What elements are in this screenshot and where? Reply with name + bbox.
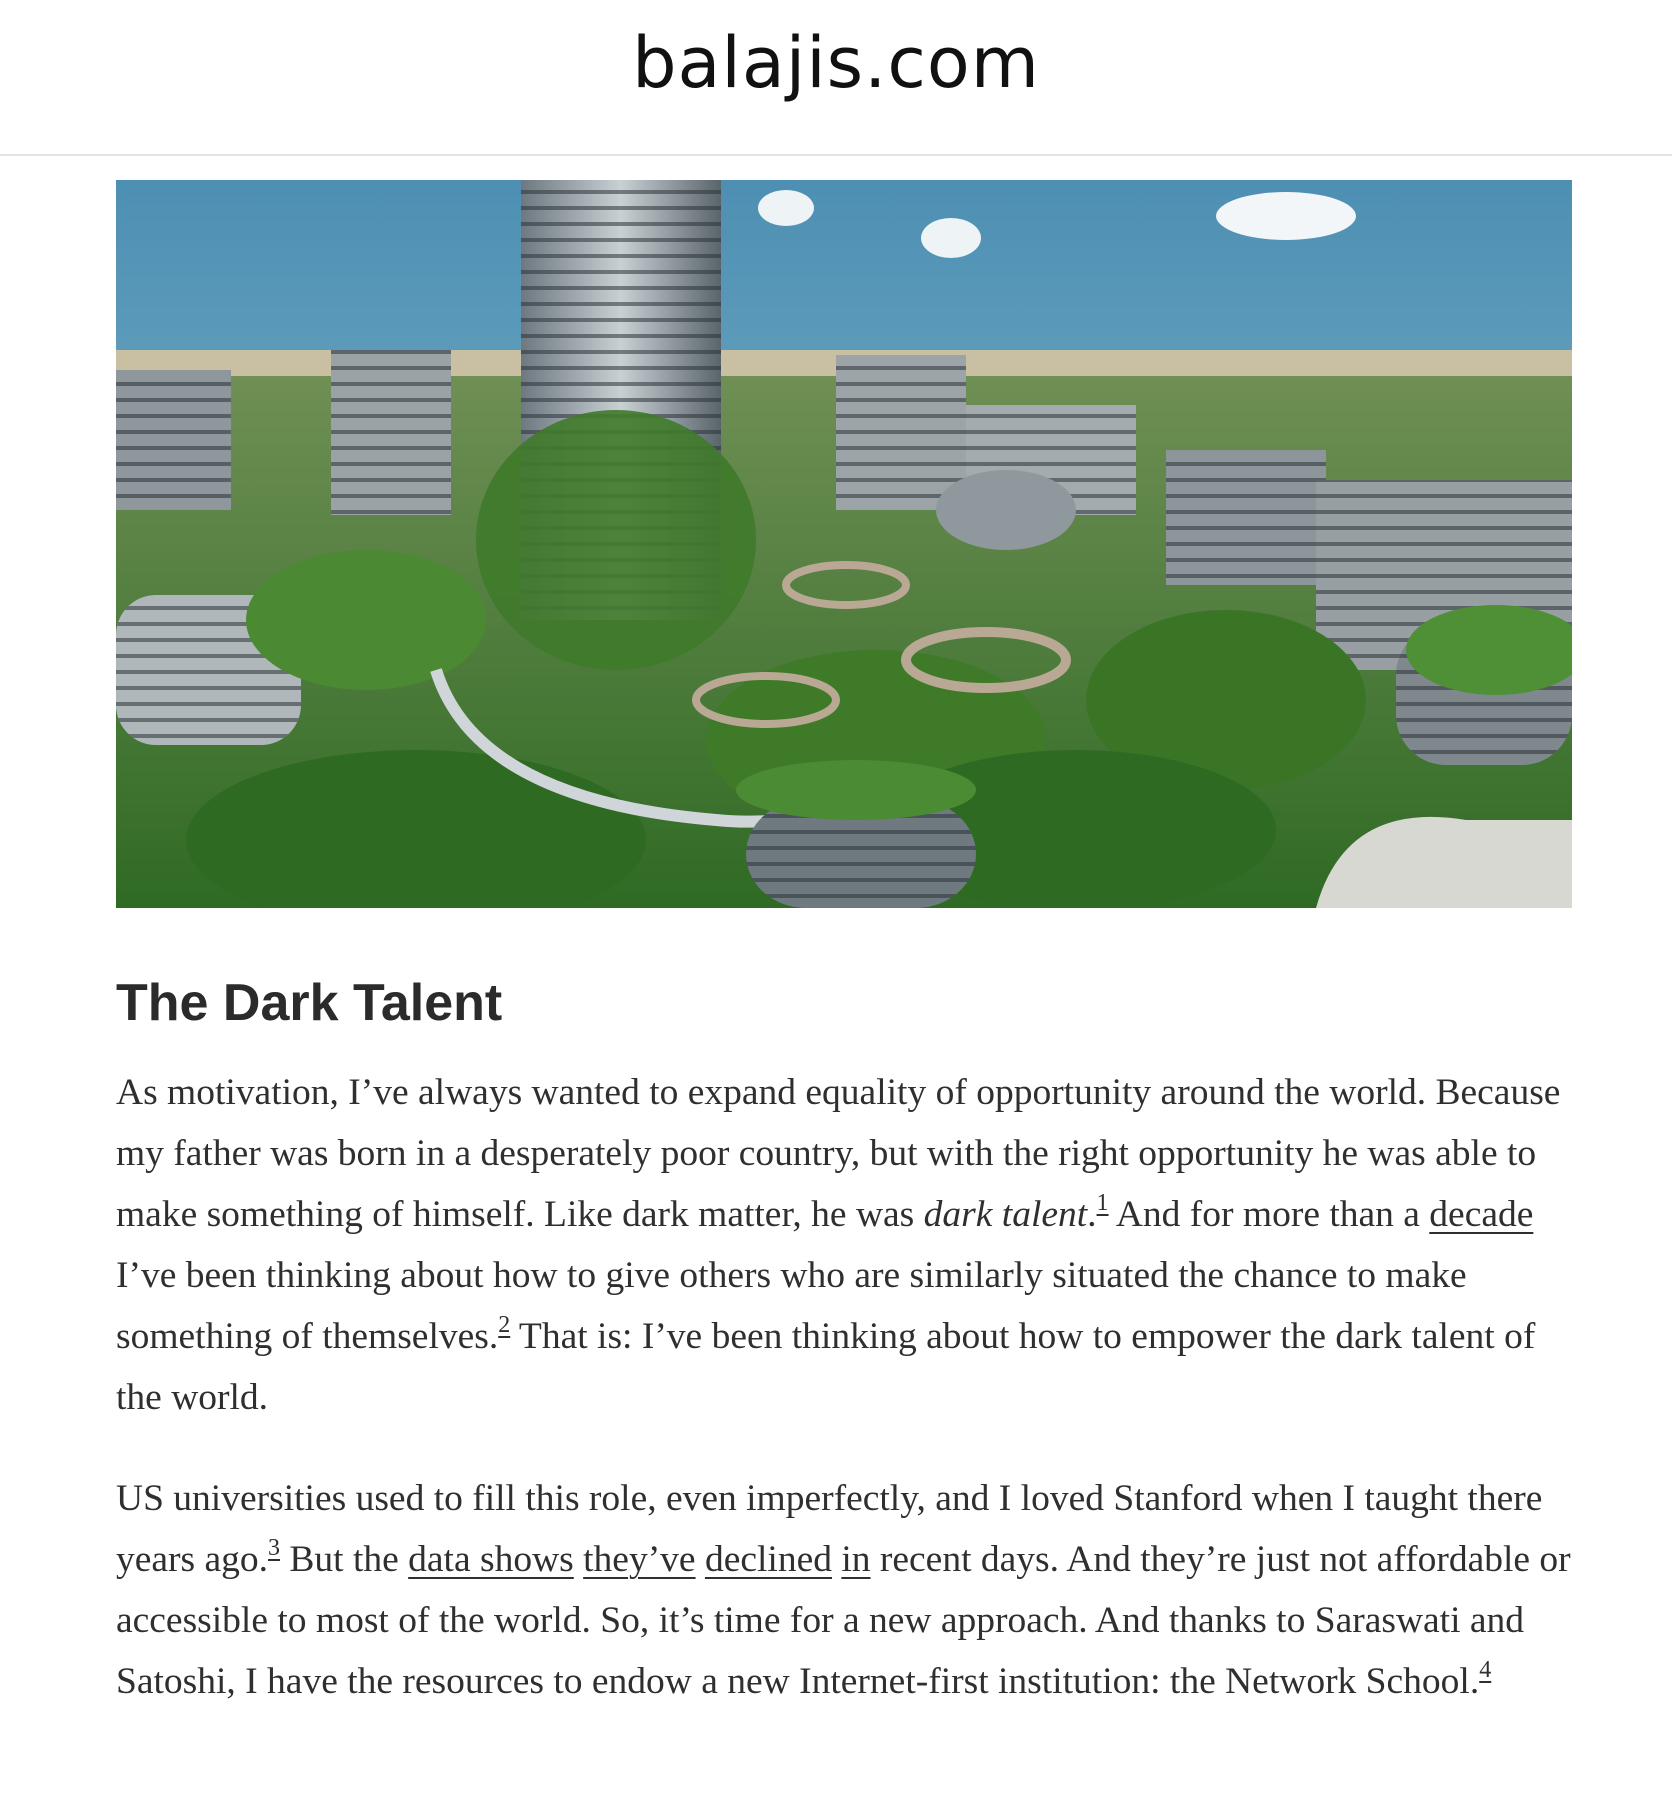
footnote-ref-3: [268, 1535, 280, 1561]
paragraph-1: [116, 1062, 1576, 1428]
p2-text-3: recent days. And they’re just not affordable or accessible to most of the world. So, it’s time for a new approach. And thanks to Saraswati and Satoshi, I have the resources to endow a new Internet-first institution: the Network School.: [116, 1539, 1571, 1702]
p2-text-2: But the: [280, 1539, 409, 1580]
footnote-ref-2: [498, 1312, 510, 1338]
p1-emphasis: dark talent: [923, 1194, 1088, 1235]
site-title-link[interactable]: balajis.com: [632, 22, 1040, 104]
footnote-ref-4: [1479, 1657, 1491, 1683]
footnote-ref-1: [1097, 1190, 1109, 1216]
paragraph-2: [116, 1468, 1576, 1712]
link-theyve[interactable]: they’ve: [583, 1539, 696, 1580]
footnote-link-2[interactable]: 2: [498, 1312, 511, 1338]
hero-image: [116, 180, 1572, 908]
post-title: The Dark Talent: [116, 974, 503, 1032]
p1-text-1: As motivation, I’ve always wanted to expand equality of opportunity around the world. Because my father was born in a desperately poor country, but with the right opportunity he was able to make something of himself. Like dark matter, he was: [116, 1072, 1561, 1235]
p1-text-5: That is: I’ve been thinking about how to empower the dark talent of the world.: [116, 1316, 1536, 1418]
link-data-shows[interactable]: data shows: [408, 1539, 574, 1580]
footnote-link-4[interactable]: 4: [1479, 1657, 1492, 1683]
footnote-link-1[interactable]: 1: [1096, 1190, 1109, 1216]
p1-text-3: And for more than a: [1108, 1194, 1430, 1235]
footnote-link-3[interactable]: 3: [268, 1535, 281, 1561]
link-in[interactable]: in: [841, 1539, 871, 1580]
site-header: [0, 0, 1672, 156]
hero-illustration: [116, 180, 1572, 908]
link-decade[interactable]: decade: [1429, 1194, 1534, 1235]
post-body: [116, 1062, 1576, 1752]
p2-text-1: US universities used to fill this role, even imperfectly, and I loved Stanford when I taught there years ago.: [116, 1478, 1543, 1580]
link-declined[interactable]: declined: [704, 1539, 832, 1580]
p1-text-4: I’ve been thinking about how to give others who are similarly situated the chance to make something of themselves.: [116, 1255, 1467, 1357]
p1-text-2: .: [1087, 1194, 1097, 1235]
